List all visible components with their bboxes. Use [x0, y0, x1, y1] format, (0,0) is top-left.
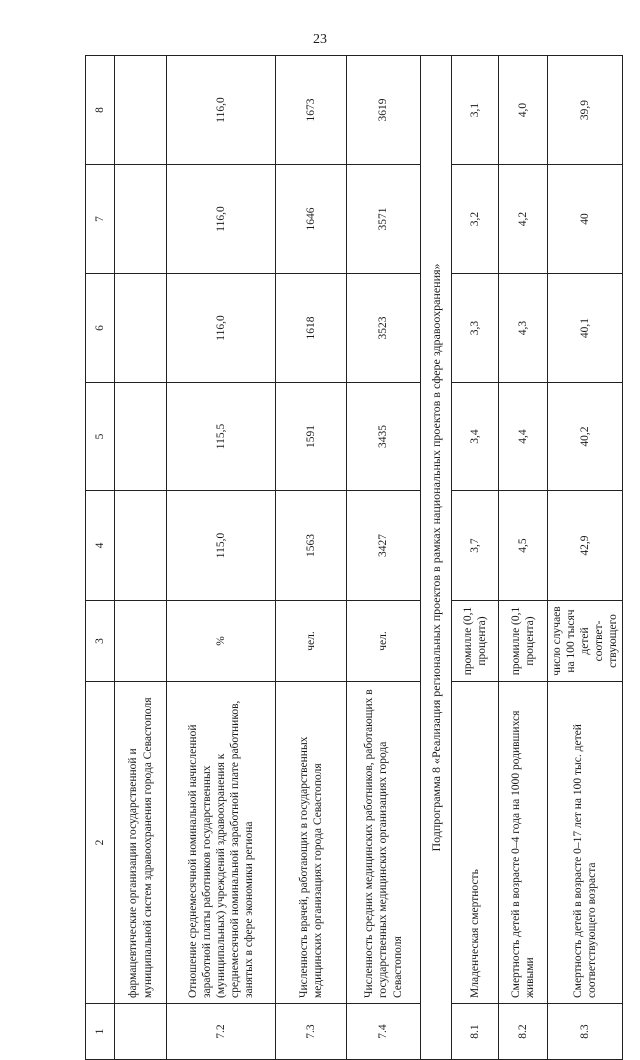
value: 1618: [276, 274, 347, 383]
row-number: 7.4: [347, 1004, 421, 1060]
value: [115, 274, 167, 383]
table-row: [115, 56, 167, 1060]
value: 3435: [347, 383, 421, 491]
value: 3,1: [452, 56, 499, 165]
header-cell: 4: [86, 491, 115, 601]
value: 3,3: [452, 274, 499, 383]
header-cell: 8: [86, 56, 115, 165]
value: 4,3: [499, 274, 548, 383]
header-cell: 5: [86, 383, 115, 491]
indicator-name: Отношение среднемесячной номинальной начисленной заработной платы работников государственных (муниципальных) учреждений здравоохранения к среднемесячной номинальной заработной плате работников, занятых в сфере экономики региона: [167, 682, 276, 1004]
value: 1563: [276, 491, 347, 601]
row-number: [115, 1004, 167, 1060]
rotated-table-wrapper: [85, 56, 620, 1060]
value: 1646: [276, 165, 347, 274]
value: [115, 165, 167, 274]
indicator-name: Численность средних медицинских работников, работающих в государственных медицинских организациях города Севастополя: [347, 682, 421, 1004]
unit: промилле (0,1 процента): [452, 601, 499, 682]
header-row: [86, 56, 115, 1060]
header-cell: 6: [86, 274, 115, 383]
value: 40,1: [548, 274, 623, 383]
unit: промилле (0,1 процента): [499, 601, 548, 682]
value: 3571: [347, 165, 421, 274]
value: 4,4: [499, 383, 548, 491]
row-number: 8.3: [548, 1004, 623, 1060]
value: 4,2: [499, 165, 548, 274]
table-row: [499, 56, 548, 1060]
value: 1673: [276, 56, 347, 165]
value: 4,5: [499, 491, 548, 601]
value: 3,2: [452, 165, 499, 274]
indicator-name: Смертность детей в возрасте 0–17 лет на 100 тыс. детей соответствующего возраста: [548, 682, 623, 1004]
table-row: [347, 56, 421, 1060]
value: 115,5: [167, 383, 276, 491]
value: 3,4: [452, 383, 499, 491]
table-row: [548, 56, 623, 1060]
value: [115, 383, 167, 491]
value: 42,9: [548, 491, 623, 601]
indicator-name: Численность врачей, работающих в государственных медицинских организациях города Севастополя: [276, 682, 347, 1004]
value: 40,2: [548, 383, 623, 491]
table-row: [167, 56, 276, 1060]
subprogram-title: Подпрограмма 8 «Реализация региональных проектов в рамках национальных проектов в сфере здравоохранения»: [421, 56, 452, 1060]
unit: %: [167, 601, 276, 682]
value: 116,0: [167, 165, 276, 274]
value: [115, 491, 167, 601]
value: 3427: [347, 491, 421, 601]
value: 116,0: [167, 274, 276, 383]
indicators-table: [85, 55, 623, 1060]
row-number: 7.3: [276, 1004, 347, 1060]
unit: число случаев на 100 тысяч детей соответ-ствующего: [548, 601, 623, 682]
value: 40: [548, 165, 623, 274]
page-number: 23: [313, 32, 327, 47]
indicator-name: Младенческая смертность: [452, 682, 499, 1004]
unit: чел.: [347, 601, 421, 682]
header-cell: 2: [86, 682, 115, 1004]
unit: чел.: [276, 601, 347, 682]
header-cell: 7: [86, 165, 115, 274]
row-number: 7.2: [167, 1004, 276, 1060]
indicator-name: Смертность детей в возрасте 0–4 года на 1000 родившихся живыми: [499, 682, 548, 1004]
table-row: [452, 56, 499, 1060]
header-cell: 3: [86, 601, 115, 682]
value: 3523: [347, 274, 421, 383]
value: 39,9: [548, 56, 623, 165]
subprogram-row: [421, 56, 452, 1060]
header-cell: 1: [86, 1004, 115, 1060]
unit: [115, 601, 167, 682]
row-number: 8.2: [499, 1004, 548, 1060]
value: 116,0: [167, 56, 276, 165]
value: 115,0: [167, 491, 276, 601]
value: 4,0: [499, 56, 548, 165]
table-row: [276, 56, 347, 1060]
indicator-name: фармацевтические организации государственной и муниципальной систем здравоохранения города Севастополя: [115, 682, 167, 1004]
value: 3619: [347, 56, 421, 165]
value: 3,7: [452, 491, 499, 601]
value: 1591: [276, 383, 347, 491]
value: [115, 56, 167, 165]
row-number: 8.1: [452, 1004, 499, 1060]
